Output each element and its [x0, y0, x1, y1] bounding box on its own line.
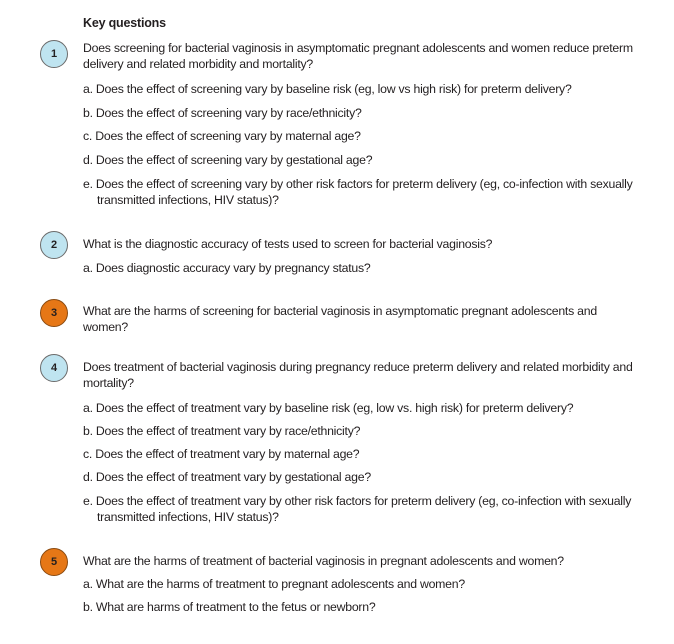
key-questions-heading: Key questions — [83, 16, 166, 30]
kq-text: What is the diagnostic accuracy of tests used to screen for bacterial vaginosis? — [83, 237, 493, 251]
kq-subquestion: b. What are harms of treatment to the fetus or newborn? — [83, 600, 376, 614]
kq-subquestion: e. Does the effect of screening vary by other risk factors for preterm delivery (eg, co-infection with sexually transmitted infections, HIV status)? — [83, 177, 633, 207]
kq-subquestion: a. What are the harms of treatment to pregnant adolescents and women? — [83, 577, 465, 591]
kq-subquestion: d. Does the effect of screening vary by gestational age? — [83, 153, 373, 167]
kq-text: What are the harms of treatment of bacterial vaginosis in pregnant adolescents and women? — [83, 554, 564, 568]
kq-subquestion: d. Does the effect of treatment vary by gestational age? — [83, 470, 371, 484]
kq-subquestion: a. Does the effect of screening vary by baseline risk (eg, low vs high risk) for preterm delivery? — [83, 82, 572, 96]
kq-subquestion: c. Does the effect of treatment vary by maternal age? — [83, 447, 360, 461]
kq-number-badge: 5 — [40, 548, 68, 576]
kq-subquestion: a. Does the effect of treatment vary by baseline risk (eg, low vs. high risk) for preterm delivery? — [83, 401, 574, 415]
kq-number-badge: 3 — [40, 299, 68, 327]
kq-text: What are the harms of screening for bacterial vaginosis in asymptomatic pregnant adolescents and women? — [83, 304, 597, 334]
kq-subquestion: a. Does diagnostic accuracy vary by pregnancy status? — [83, 261, 371, 275]
kq-text: Does screening for bacterial vaginosis in asymptomatic pregnant adolescents and women reduce preterm delivery and related morbidity and mortality? — [83, 41, 633, 71]
kq-number-badge: 2 — [40, 231, 68, 259]
kq-subquestion: b. Does the effect of treatment vary by race/ethnicity? — [83, 424, 361, 438]
kq-number-badge: 4 — [40, 354, 68, 382]
kq-subquestion: b. Does the effect of screening vary by race/ethnicity? — [83, 106, 362, 120]
kq-text: Does treatment of bacterial vaginosis during pregnancy reduce preterm delivery and related morbidity and mortality? — [83, 360, 633, 390]
kq-subquestion: c. Does the effect of screening vary by maternal age? — [83, 129, 361, 143]
kq-subquestion: e. Does the effect of treatment vary by other risk factors for preterm delivery (eg, co-infection with sexually transmitted infections, HIV status)? — [83, 494, 632, 524]
kq-number-badge: 1 — [40, 40, 68, 68]
